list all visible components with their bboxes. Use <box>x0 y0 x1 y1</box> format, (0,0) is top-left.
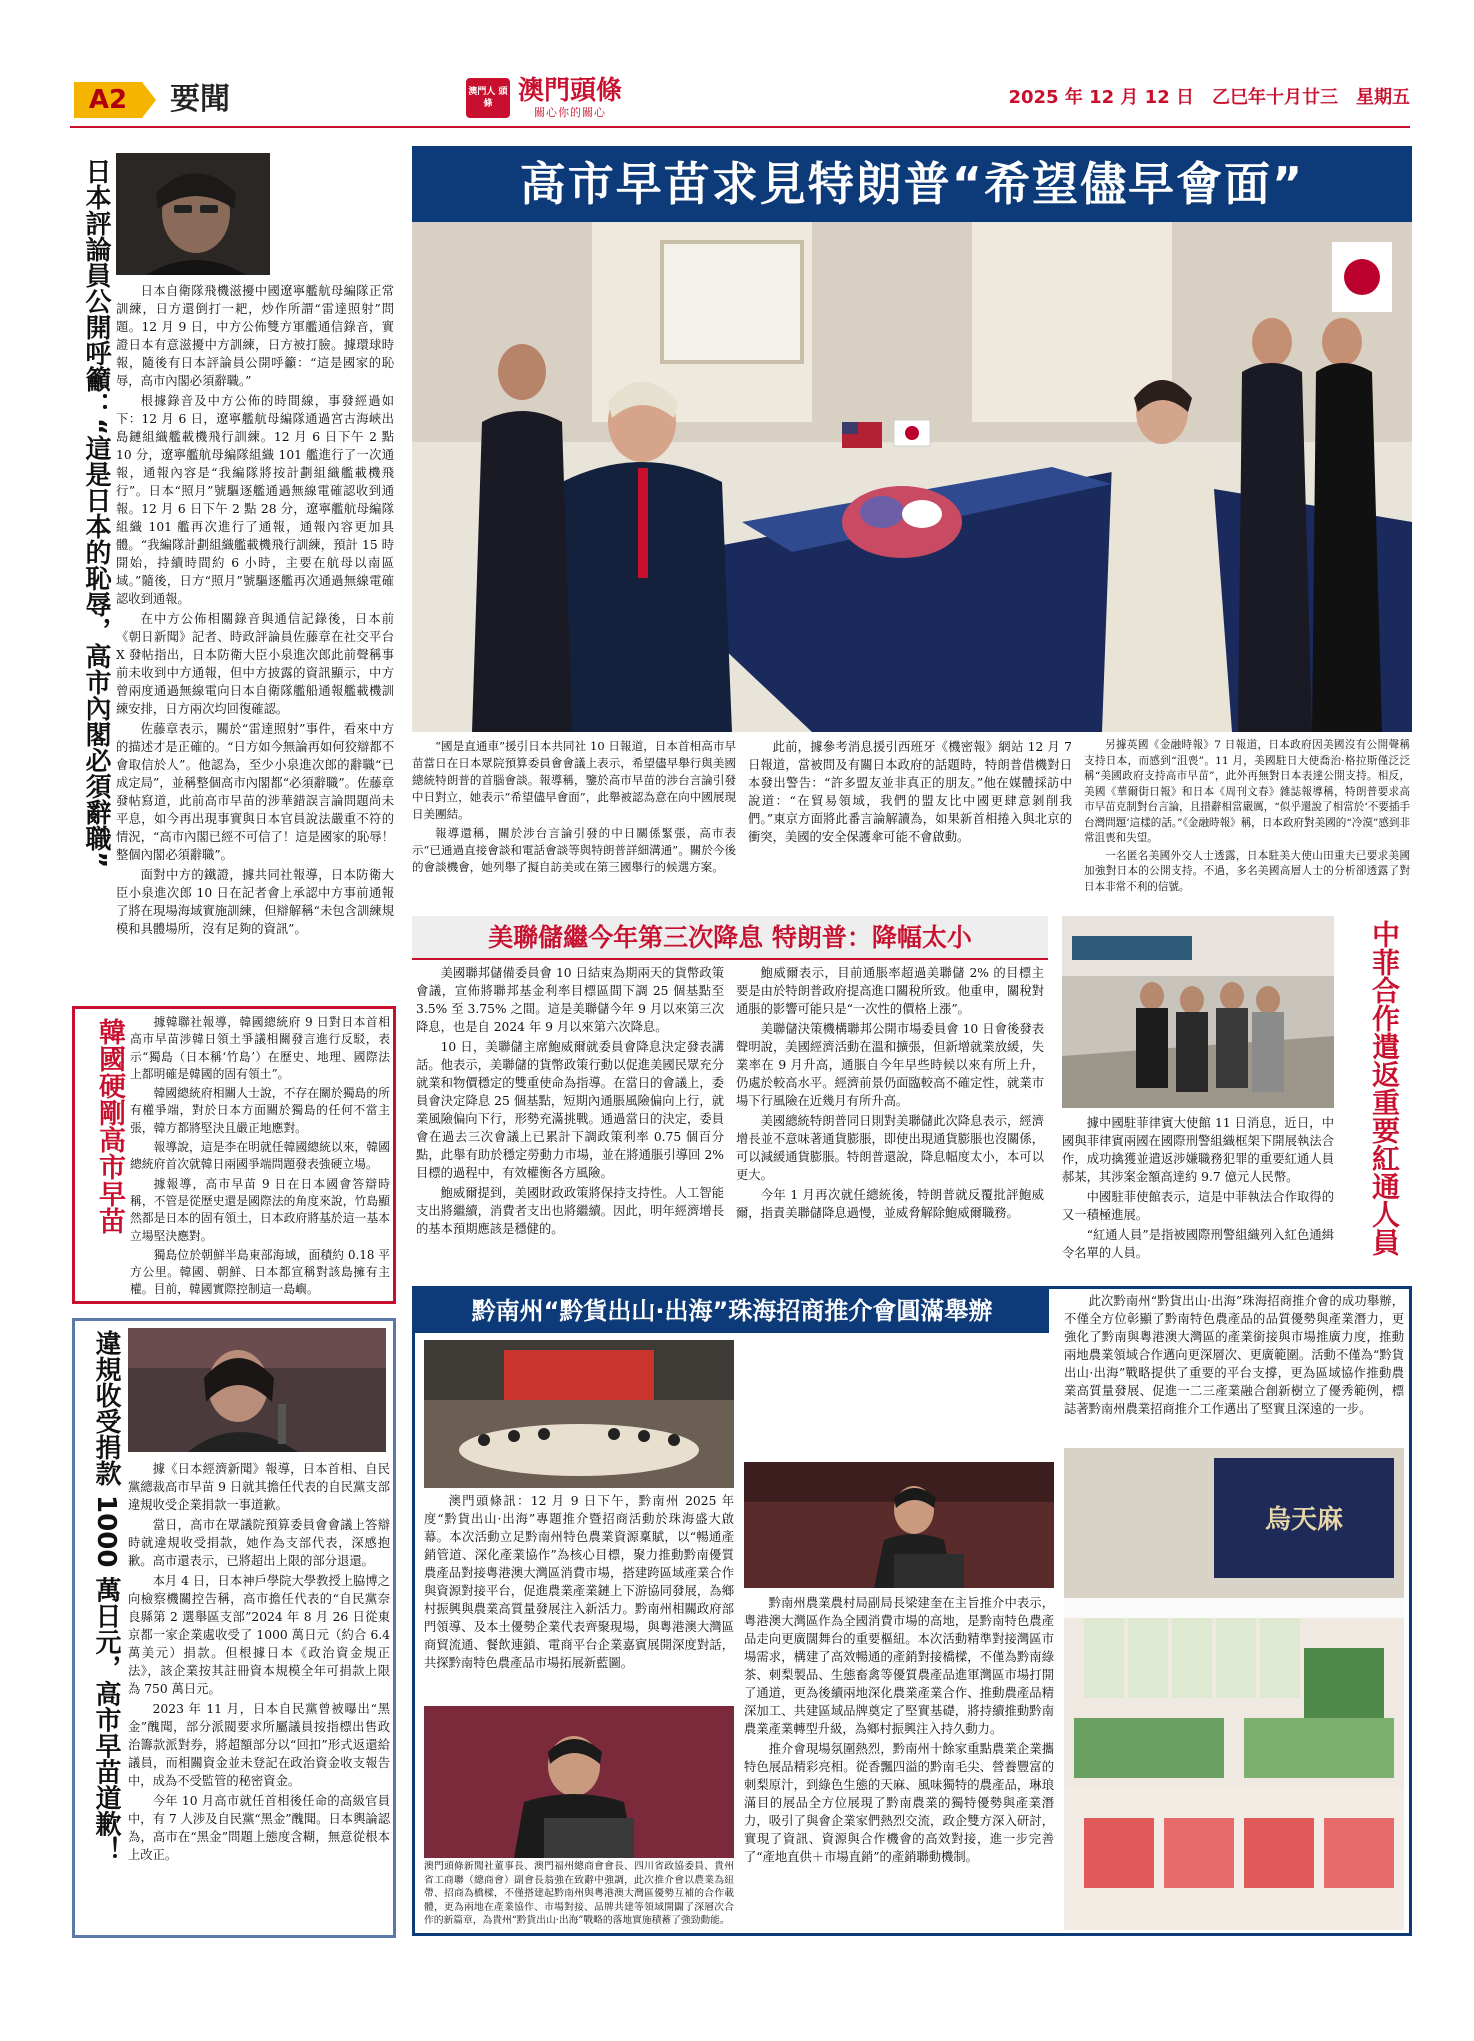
paragraph: 鮑威爾表示，目前通脹率超過美聯儲 2% 的目標主要是由於特朗普政府提高進口關稅所致。他重申，關稅對通脹的影響可能只是“一次性的價格上漲”。 <box>736 966 1044 1016</box>
paragraph: 10 日，美聯儲主席鮑威爾就委員會降息決定發表講話。他表示，美聯儲的貨幣政策行動以促進美國民眾充分就業和物價穩定的雙重使命為指導。在當日的會議上，委員會決定降息 25 個基點，短期內通脹風險偏向上行，就業風險偏向下行，形勢充滿挑戰。通過當日的決定，委員會在過去三次會議上已累計下調政策利率 0.75 個百分點，此舉有助於穩定勞動力市場，並在將通脹引導回 2% 目標的過程中，有效權衡各方風險。 <box>416 1040 724 1180</box>
paragraph: 中國駐菲使館表示，這是中菲執法合作取得的又一積極進展。 <box>1062 1190 1334 1222</box>
paragraph: 韓國總統府相關人士說，不存在關於獨島的所有權爭端，對於日本方面關於獨島的任何不當主張，韓方都將堅決且嚴正地應對。 <box>130 1086 390 1135</box>
paragraph: 一名匿名美國外交人士透露，日本駐美大使山田重夫已要求美國加強對日本的公開支持。不過，多名美國高層人士的分析卻透露了對日本非常不利的信號。 <box>1084 849 1410 893</box>
story3-headline: 違規收受捐款 1000 萬日元，高市早苗道歉！ <box>91 1330 121 1863</box>
paragraph: 本月 4 日，日本神戶學院大學教授上脇博之向檢察機關控告稱，高市擔任代表的“自民黨奈良縣第 2 選舉區支部”2024 年 8 月 26 日從東京都一家企業處收受了 1000 萬日元（約合 6.4 萬美元）捐款。但根據日本《政治資金規正法》，該企業按其註冊資本規模全年可捐款上限為 750 萬日元。 <box>128 1574 390 1696</box>
paragraph: 日本自衛隊飛機滋擾中國遼寧艦航母編隊正常訓練，日方還倒打一耙，炒作所謂“雷達照射”問題。12 月 9 日，中方公佈雙方軍艦通信錄音，實證日本有意滋擾中方訓練，日方被打臉。據環球時報，隨後有日本評論員公開呼籲：“這是國家的恥辱，高市內閣必須辭職。” <box>116 284 394 388</box>
header-divider <box>70 126 1410 128</box>
masthead-slogan: 關心你的關心 <box>534 106 606 119</box>
paragraph: 在中方公佈相關錄音與通信記錄後，日本前《朝日新聞》記者、時政評論員佐藤章在社交平台 X 發帖指出，日本防衛大臣小泉進次郎此前聲稱事前未收到中方通報，但中方披露的資訊顯示，中方曾兩度通過無線電向日本自衛隊艦船通報艦載機訓練安排，日方兩次均回復確認。 <box>116 612 394 716</box>
main-story-col2 <box>748 738 1072 894</box>
paragraph: 黔南州農業農村局副局長梁建奎在主旨推介中表示，粵港澳大灣區作為全國消費市場的高地，是黔南特色農產品走向更廣闊舞台的重要樞紐。本次活動精準對接灣區市場需求，構建了高效暢通的產銷對接橋樑，不僅為黔南綠茶、刺梨製品、生態畜禽等優質農產品進軍灣區市場打開了通道，更為後續兩地深化農業產業合作、推動農產品精深加工、共建區域品牌奠定了堅實基礎，將持續推動黔南農業產業轉型升級，為鄉村振興注入持久動力。 <box>744 1596 1054 1736</box>
paragraph: 佐藤章表示，關於“雷達照射”事件，看來中方的描述才是正確的。“日方如今無論再如何狡辯都不會取信於人”。他認為，至少小泉進次郎的辭職“已成定局”，並稱整個高市內閣都“必須辭職”。佐藤章發帖寫道，此前高市早苗的涉華錯誤言論問題尚未平息，如今再出現事實與日本官員說法嚴重不符的情況，“高市內閣已經不可信了！這是國家的恥辱！整個內閣必須辭職”。 <box>116 722 394 862</box>
story2-headline: 韓國硬剛高市早苗 <box>94 1018 125 1234</box>
page-number-arrow <box>142 82 156 118</box>
paragraph: 鮑威爾提到，美國財政政策將保持支持性。人工智能支出將繼續，消費者支出也將繼續。因此，明年經濟增長的基本預期應該是穩健的。 <box>416 1186 724 1236</box>
story1-body <box>116 282 394 990</box>
paragraph: 美國聯邦儲備委員會 10 日結束為期兩天的貨幣政策會議，宣佈將聯邦基金利率目標區間下調 25 個基點至 3.5% 至 3.75% 之間。這是美聯儲今年 9 月以來第三次降息，也是自 2024 年 9 月以來第六次降息。 <box>416 966 724 1034</box>
paragraph: 2023 年 11 月，日本自民黨曾被曝出“黑金”醜聞，部分派閥要求所屬議員按指標出售政治籌款派對券，將超額部分以“回扣”形式返還給議員，而相關資金並未登記在政治資金收支報告中，成為不受監管的秘密資金。 <box>128 1702 390 1788</box>
page-header <box>70 78 1410 122</box>
gz-headline: 黔南州“黔貨出山·出海”珠海招商推介會圓滿舉辦 <box>471 1297 993 1325</box>
paragraph: 據中國駐菲律賓大使館 11 日消息，近日，中國與菲律賓兩國在國際刑警組織框架下開展執法合作，成功擒獲並遣返涉嫌職務犯罪的重要紅通人員郝某，其涉案金額高達約 9.7 億元人民幣。 <box>1062 1116 1334 1184</box>
paragraph: 今年 1 月再次就任總統後，特朗普就反覆批評鮑威爾，指責美聯儲降息過慢，並威脅解除鮑威爾職務。 <box>736 1188 1044 1220</box>
story3-photo <box>128 1328 386 1452</box>
issue-date: 2025 年 12 月 12 日 乙巳年十月廿三 星期五 <box>1008 87 1410 108</box>
paragraph: 此次黔南州“黔貨出山·出海”珠海招商推介會的成功舉辦，不僅全方位彰顯了黔南特色農產品的品質優勢與產業潛力，更強化了黔南與粵港澳大灣區的產業銜接與市場推廣力度，推動兩地農業領域合作邁向更深層次、更廣範圍。活動不僅為“黔貨出山·出海”戰略提供了重要的平台支撐，更為區域協作推動農業高質量發展、促進一二三產業融合創新樹立了優秀範例，標誌著黔南州農業招商推介工作邁出了堅實且深遠的一步。 <box>1064 1294 1404 1416</box>
gz-products-photo <box>1064 1448 1404 1930</box>
product-box-label: 烏天麻 <box>1264 1505 1344 1535</box>
paragraph: 面對中方的鐵證，據共同社報導，日本防衛大臣小泉進次郎 10 日在記者會上承認中方事前通報了將在現場海域實施訓練，但辯解稱“未包含訓練規模和具體場所，沒有足夠的資訊”。 <box>116 868 394 936</box>
main-story-col1 <box>412 738 736 894</box>
page-number-badge: A2 <box>74 82 142 118</box>
fed-story-col1 <box>416 964 724 1274</box>
story1-portrait-photo <box>116 153 270 275</box>
gz-speaker-caption: 澳門頭條新聞社董事長、澳門福州總商會會長、四川省政協委員、貴州省工商聯（總商會）副會長翁強在致辭中強調，此次推介會以農業為紐帶、招商為橋樑，不僅搭建起黔南州與粵港澳大灣區優勢互補的合作載體，更為兩地在產業協作、市場對接、品牌共建等領域開闢了深層次合作的新篇章，為貴州“黔貨出山·出海”戰略的落地實施積蓄了強勁動能。 <box>424 1861 734 1927</box>
main-photo <box>412 222 1412 732</box>
paragraph: 澳門頭條訊：12 月 9 日下午，黔南州 2025 年度“黔貨出山·出海”專題推介暨招商活動於珠海盛大啟幕。本次活動立足黔南州特色農業資源稟賦，以“暢通產銷管道、深化產業協作”為核心目標，聚力推動黔南優質農產品對接粵港澳大灣區消費市場，搭建跨區域產業合作與資源對接平台，促進農業產業鏈上下游協同發展，為鄉村振興與農業高質量發展注入新活力。黔南州相關政府部門領導、及本土優勢企業代表齊聚現場，與粵港澳大灣區商貿流通、餐飲連鎖、電商平台企業嘉賓展開深度對話，共探黔南特色農產品市場拓展新藍圖。 <box>424 1494 734 1670</box>
masthead-logo: 澳門頭條 <box>518 76 623 106</box>
ph-headline: 中菲合作遣返重要紅通人員 <box>1368 920 1401 1256</box>
story3-body <box>128 1460 390 1930</box>
paragraph: 據韓聯社報導，韓國總統府 9 日對日本首相高市早苗涉韓日領土爭議相關發言進行反駁，表示“獨島（日本稱‘竹島’）在歷史、地理、國際法上都明確是韓國的固有領土”。 <box>130 1015 390 1081</box>
fed-headline: 美聯儲繼今年第三次降息 特朗普：降幅太小 <box>488 923 972 952</box>
paragraph: 美國總統特朗普同日則對美聯儲此次降息表示，經濟增長並不意味著通貨膨脹，即使出現通貨膨脹也沒關係，可以減緩通貨膨脹。特朗普還說，降息幅度太小，本可以更大。 <box>736 1114 1044 1182</box>
paragraph: 根據錄音及中方公佈的時間線，事發經過如下：12 月 6 日，遼寧艦航母編隊通過宮古海峽出島鏈組織艦載機飛行訓練。12 月 6 日下午 2 點 10 分，遼寧艦航母編隊組織 101 艦進行了一次通報，通報內容是“我編隊將按計劃組織艦載機飛行”。日本“照月”號驅逐艦通過無線電確認收到通報。12 月 6 日下午 2 點 28 分，遼寧艦航母編隊組織 101 艦再次進行了通報，通報內容更加具體。“我編隊計劃組織艦載機飛行訓練，預計 15 時開始，持續時間約 6 小時，主要在航母以南區域。”隨後，日方“照月”號驅逐艦再次通過無線電確認收到通報。 <box>116 394 394 606</box>
fed-story-col2 <box>736 964 1044 1274</box>
section-title: 要聞 <box>170 82 230 117</box>
gz-body-col3 <box>1064 1292 1404 1442</box>
paragraph: 另據英國《金融時報》7 日報道，日本政府因美國沒有公開聲稱支持日本，而感到“沮喪”。11 月，美國駐日大使喬治·格拉斯僅泛泛稱“美國政府支持高市早苗”，此外再無對日本表達公開支持。相反，美國《華爾街日報》和日本《周刊文春》雜誌報導稱，特朗普要求高市早苗克制對台言論，且措辭相當嚴厲，“似乎還說了相當於‘不要插手台灣問題’這樣的話。”《金融時報》稱，日本政府對美國的“冷漠”感到非常沮喪和失望。 <box>1084 739 1410 845</box>
gz-presenter-photo <box>744 1462 1054 1588</box>
gz-body-col2 <box>744 1594 1054 1932</box>
paragraph: 此前，據參考消息援引西班牙《機密報》網站 12 月 7 日報道，當被問及有關日本政府的話題時，特朗普借機對日本發出警告：“許多盟友並非真正的朋友。”他在媒體採訪中說道：“在貿易領域，我們的盟友比中國更肆意剝削我們。”東京方面將此番言論解讀為，如果新首相捲入與北京的衝突，美國的安全保護傘可能不會啟動。 <box>748 740 1072 844</box>
main-story-col3 <box>1084 738 1410 894</box>
gz-lead <box>424 1492 734 1700</box>
gz-speaker-photo <box>424 1706 734 1858</box>
paragraph: “國是直通車”援引日本共同社 10 日報道，日本首相高市早苗當日在日本眾院預算委員會會議上表示，希望儘早舉行與美國總統特朗普的首腦會談。報導稱，鑒於高市早苗的涉台言論引發中日對立，她表示“希望儘早會面”，此舉被認為意在向中國展現日美團結。 <box>412 739 736 821</box>
paragraph: 據《日本經濟新聞》報導，日本首相、自民黨總裁高市早苗 9 日就其擔任代表的自民黨支部違規收受企業捐款一事道歉。 <box>128 1462 390 1512</box>
paragraph: 報導還稱，關於涉台言論引發的中日關係緊張，高市表示“已通過直接會談和電話會談等與特朗普詳細溝通”。關於今後的會談機會，她列舉了擬自訪美或在第三國舉行的候選方案。 <box>412 825 736 874</box>
paragraph: 獨島位於朝鮮半島東部海域，面積約 0.18 平方公里。韓國、朝鮮、日本都宣稱對該島擁有主權。目前，韓國實際控制這一島嶼。 <box>130 1247 390 1297</box>
paragraph: “紅通人員”是指被國際刑警組織列入紅色通緝令名單的人員。 <box>1062 1228 1334 1260</box>
paragraph: 今年 10 月高市就任首相後任命的高級官員中，有 7 人涉及自民黨“黑金”醜聞。日本輿論認為，高市在“黑金”問題上態度含糊，無意從根本上改正。 <box>128 1794 390 1862</box>
paragraph: 據報導，高市早苗 9 日在日本國會答辯時稱，不管是從歷史還是國際法的角度來說，竹島顯然都是日本的固有領土，日本政府將基於這一基本立場堅決應對。 <box>130 1176 390 1243</box>
paragraph: 推介會現場氛圍熱烈，黔南州十餘家重點農業企業攜特色展品精彩亮相。從香飄四溢的黔南毛尖、營養豐富的刺梨原汁，到綠色生態的天麻、風味獨特的農產品，琳琅滿目的展品全方位展現了黔南農業的獨特優勢與產業潛力，吸引了與會企業家們熱烈交流，政企雙方深入研討，實現了資訊、資源與合作機會的高效對接，進一步完善了“產地直供＋市場直銷”的產銷聯動機制。 <box>744 1742 1054 1864</box>
paragraph: 報導說，這是李在明就任韓國總統以來，韓國總統府首次就韓日兩國爭端問題發表強硬立場。 <box>130 1140 390 1172</box>
paragraph: 當日，高市在眾議院預算委員會會議上答辯時就違規收受捐款，她作為支部代表，深感抱歉。高市還表示，已將超出上限的部分退還。 <box>128 1518 390 1568</box>
gz-meeting-photo <box>424 1340 734 1488</box>
main-headline: 高市早苗求見特朗普“希望儘早會面” <box>519 157 1305 211</box>
logo-badge: 澳門人 頭條 <box>466 78 510 118</box>
story2-body <box>130 1014 390 1298</box>
paragraph: 美聯儲決策機構聯邦公開市場委員會 10 日會後發表聲明說，美國經濟活動在溫和擴張，但新增就業放緩，失業率在 9 月升高，通脹自今年早些時候以來有所上升，仍處於較高水平。經濟前景仍面臨較高不確定性，就業市場下行風險在近幾月有所升高。 <box>736 1022 1044 1108</box>
ph-story-photo <box>1062 916 1334 1108</box>
ph-story-body <box>1062 1114 1334 1276</box>
story1-headline: 日本評論員公開呼籲：“這是日本的恥辱，高市內閣必須辭職” <box>81 158 111 869</box>
